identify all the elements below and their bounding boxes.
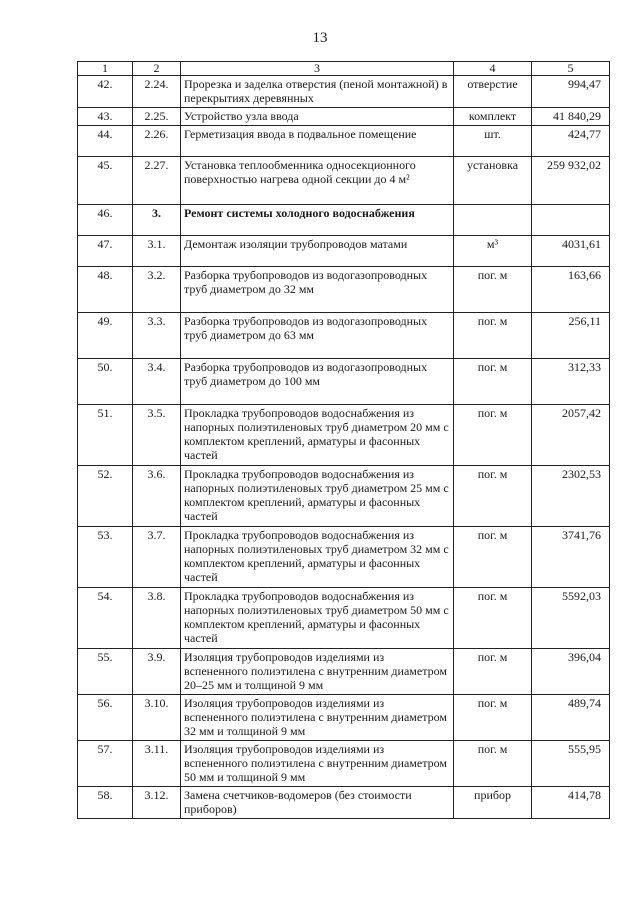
item-code-cell: 3.: [133, 205, 181, 236]
row-number-cell: 58.: [78, 787, 133, 819]
unit-cell: [454, 205, 532, 236]
column-header: 4: [454, 62, 532, 76]
row-number-cell: 45.: [78, 157, 133, 205]
row-number-cell: 52.: [78, 466, 133, 527]
column-header: 3: [181, 62, 454, 76]
price-table: [77, 61, 610, 819]
table-row: [78, 108, 610, 126]
column-header: 5: [532, 62, 610, 76]
work-name-cell: Изоляция трубопроводов изделиями из вспененного полиэтилена с внутренним диаметром 50 мм и толщиной 9 мм: [181, 741, 454, 787]
table-row: [78, 787, 610, 819]
item-code-cell: 2.25.: [133, 108, 181, 126]
unit-cell: установка: [454, 157, 532, 205]
table-row: [78, 695, 610, 741]
price-cell: 3741,76: [532, 527, 610, 588]
table-row: [78, 527, 610, 588]
item-code-cell: 3.4.: [133, 359, 181, 405]
table-row: [78, 649, 610, 695]
page-number: 13: [312, 30, 328, 46]
price-cell: 555,95: [532, 741, 610, 787]
price-cell: 994,47: [532, 76, 610, 108]
work-name-cell: Ремонт системы холодного водоснабжения: [181, 205, 454, 236]
item-code-cell: 3.8.: [133, 588, 181, 649]
row-number-cell: 56.: [78, 695, 133, 741]
price-cell: 41 840,29: [532, 108, 610, 126]
work-name-cell: Установка теплообменника односекционного поверхностью нагрева одной секции до 4 м²: [181, 157, 454, 205]
unit-cell: пог. м: [454, 741, 532, 787]
unit-cell: пог. м: [454, 405, 532, 466]
work-name-cell: Прокладка трубопроводов водоснабжения из напорных полиэтиленовых труб диаметром 20 мм с комплектом креплений, арматуры и фасонных частей: [181, 405, 454, 466]
item-code-cell: 3.11.: [133, 741, 181, 787]
work-name-cell: Разборка трубопроводов из водогазопроводных труб диаметром до 100 мм: [181, 359, 454, 405]
item-code-cell: 3.7.: [133, 527, 181, 588]
price-cell: 312,33: [532, 359, 610, 405]
item-code-cell: 2.24.: [133, 76, 181, 108]
price-cell: 414,78: [532, 787, 610, 819]
work-name-cell: Изоляция трубопроводов изделиями из вспененного полиэтилена с внутренним диаметром 32 мм и толщиной 9 мм: [181, 695, 454, 741]
table-row: [78, 588, 610, 649]
work-name-cell: Прокладка трубопроводов водоснабжения из напорных полиэтиленовых труб диаметром 25 мм с комплектом креплений, арматуры и фасонных частей: [181, 466, 454, 527]
unit-cell: пог. м: [454, 267, 532, 313]
row-number-cell: 54.: [78, 588, 133, 649]
price-cell: 4031,61: [532, 236, 610, 267]
price-cell: 489,74: [532, 695, 610, 741]
unit-cell: шт.: [454, 126, 532, 157]
table-header-row: [78, 62, 610, 76]
price-cell: 396,04: [532, 649, 610, 695]
unit-cell: прибор: [454, 787, 532, 819]
table-row: [78, 157, 610, 205]
item-code-cell: 2.27.: [133, 157, 181, 205]
row-number-cell: 42.: [78, 76, 133, 108]
price-cell: 2302,53: [532, 466, 610, 527]
row-number-cell: 47.: [78, 236, 133, 267]
price-cell: 5592,03: [532, 588, 610, 649]
row-number-cell: 49.: [78, 313, 133, 359]
unit-cell: пог. м: [454, 466, 532, 527]
row-number-cell: 53.: [78, 527, 133, 588]
work-name-cell: Замена счетчиков-водомеров (без стоимости приборов): [181, 787, 454, 819]
price-cell: 163,66: [532, 267, 610, 313]
unit-cell: пог. м: [454, 649, 532, 695]
work-name-cell: Разборка трубопроводов из водогазопроводных труб диаметром до 63 мм: [181, 313, 454, 359]
unit-cell: пог. м: [454, 695, 532, 741]
item-code-cell: 3.2.: [133, 267, 181, 313]
table-row: [78, 76, 610, 108]
table-row: [78, 126, 610, 157]
price-cell: 256,11: [532, 313, 610, 359]
table-row: [78, 205, 610, 236]
row-number-cell: 50.: [78, 359, 133, 405]
item-code-cell: 3.12.: [133, 787, 181, 819]
work-name-cell: Изоляция трубопроводов изделиями из вспененного полиэтилена с внутренним диаметром 20–25 мм и толщиной 9 мм: [181, 649, 454, 695]
unit-cell: пог. м: [454, 313, 532, 359]
work-name-cell: Прокладка трубопроводов водоснабжения из напорных полиэтиленовых труб диаметром 50 мм с комплектом креплений, арматуры и фасонных частей: [181, 588, 454, 649]
table-row: [78, 405, 610, 466]
item-code-cell: 3.5.: [133, 405, 181, 466]
unit-cell: м³: [454, 236, 532, 267]
work-name-cell: Разборка трубопроводов из водогазопроводных труб диаметром до 32 мм: [181, 267, 454, 313]
table-row: [78, 236, 610, 267]
unit-cell: отверстие: [454, 76, 532, 108]
row-number-cell: 55.: [78, 649, 133, 695]
item-code-cell: 3.6.: [133, 466, 181, 527]
row-number-cell: 51.: [78, 405, 133, 466]
column-header: 2: [133, 62, 181, 76]
work-name-cell: Герметизация ввода в подвальное помещение: [181, 126, 454, 157]
row-number-cell: 46.: [78, 205, 133, 236]
table-row: [78, 359, 610, 405]
price-cell: [532, 205, 610, 236]
unit-cell: пог. м: [454, 359, 532, 405]
work-name-cell: Устройство узла ввода: [181, 108, 454, 126]
price-cell: 259 932,02: [532, 157, 610, 205]
row-number-cell: 48.: [78, 267, 133, 313]
table-row: [78, 466, 610, 527]
item-code-cell: 3.3.: [133, 313, 181, 359]
row-number-cell: 57.: [78, 741, 133, 787]
work-name-cell: Прорезка и заделка отверстия (пеной монтажной) в перекрытиях деревянных: [181, 76, 454, 108]
unit-cell: пог. м: [454, 527, 532, 588]
price-cell: 424,77: [532, 126, 610, 157]
table-row: [78, 313, 610, 359]
work-name-cell: Прокладка трубопроводов водоснабжения из напорных полиэтиленовых труб диаметром 32 мм с комплектом креплений, арматуры и фасонных частей: [181, 527, 454, 588]
row-number-cell: 44.: [78, 126, 133, 157]
price-cell: 2057,42: [532, 405, 610, 466]
item-code-cell: 3.10.: [133, 695, 181, 741]
row-number-cell: 43.: [78, 108, 133, 126]
item-code-cell: 3.9.: [133, 649, 181, 695]
table-row: [78, 267, 610, 313]
item-code-cell: 2.26.: [133, 126, 181, 157]
work-name-cell: Демонтаж изоляции трубопроводов матами: [181, 236, 454, 267]
unit-cell: комплект: [454, 108, 532, 126]
column-header: 1: [78, 62, 133, 76]
table-row: [78, 741, 610, 787]
item-code-cell: 3.1.: [133, 236, 181, 267]
unit-cell: пог. м: [454, 588, 532, 649]
